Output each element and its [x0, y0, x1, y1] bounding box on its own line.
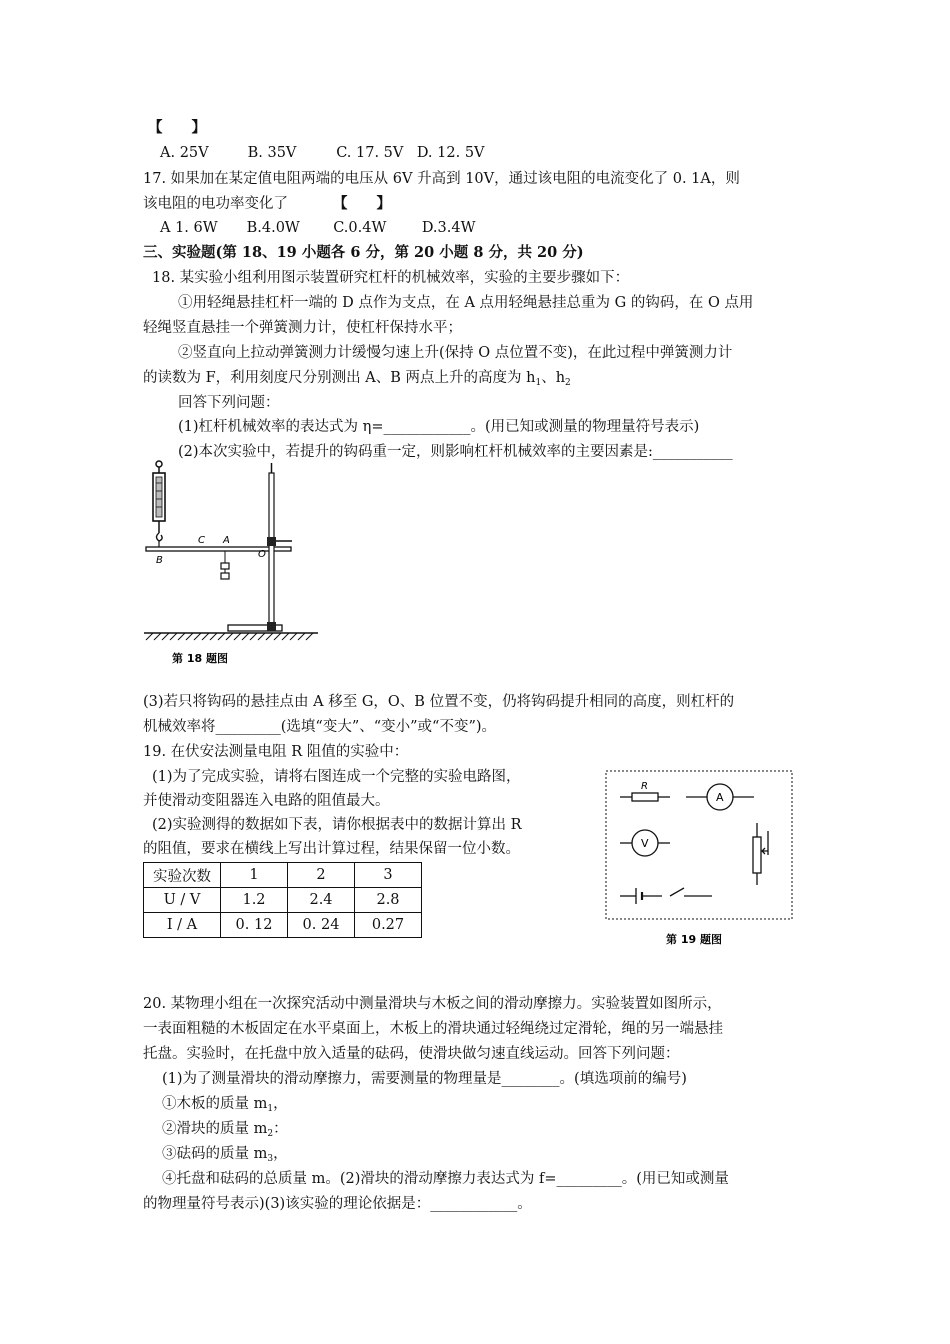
table-cell: 3	[355, 863, 422, 888]
q18-step1-line2: 轻绳竖直悬挂一个弹簧测力计，使杠杆保持水平；	[143, 320, 462, 336]
q18-step2-text: 的读数为 F，利用刻度尺分别测出 A、B 两点上升的高度为 h	[143, 370, 536, 386]
q18-step1-line1: ①用轻绳悬挂杠杆一端的 D 点作为支点，在 A 点用轻绳悬挂总重为 G 的钩码，在 O 点用	[178, 295, 754, 311]
q18-intro: 18. 某实验小组利用图示装置研究杠杆的机械效率，实验的主要步骤如下：	[152, 270, 630, 286]
label-o: O	[258, 549, 266, 560]
q18-question-3-line1: (3)若只将钩码的悬挂点由 A 移至 G，O、B 位置不变，仍将钩码提升相同的高度，则杠杆的	[143, 694, 735, 710]
q19-figure-caption: 第 19 题图	[666, 933, 722, 946]
q17-line1: 17. 如果加在某定值电阻两端的电压从 6V 升高到 10V，通过该电阻的电流变化了 0. 1A，则	[143, 171, 740, 187]
q20-option-2-sub: 2	[267, 1129, 274, 1139]
q20-option-2	[162, 1119, 288, 1144]
table-cell: 0.27	[355, 913, 422, 938]
q18-lever-figure	[140, 455, 320, 673]
q19-data-table	[143, 862, 422, 938]
q16-options	[160, 143, 485, 163]
q18-sub-1: 1	[535, 378, 542, 388]
q16-option-c: C. 17. 5V	[336, 145, 404, 161]
q20-question-1: (1)为了测量滑块的滑动摩擦力，需要测量的物理量是________。(填选项前的编号)	[162, 1071, 687, 1087]
q18-sep: 、h	[541, 370, 566, 386]
ammeter-icon	[686, 784, 754, 810]
label-a: A	[223, 535, 230, 546]
q18-question-3-line2: 机械效率将_________(选填“变大”、“变小”或“不变”)。	[143, 719, 497, 735]
label-r: R	[641, 781, 648, 792]
label-voltmeter: V	[641, 837, 649, 850]
q20-last-line2: 的物理量符号表示)(3)该实验的理论依据是：____________。	[143, 1196, 532, 1212]
table-cell: 2.8	[355, 888, 422, 913]
q19-part1-line1: (1)为了完成实验，请将右图连成一个完整的实验电路图，	[152, 769, 521, 785]
q17-line2-text: 该电阻的电功率变化了	[143, 196, 288, 212]
table-cell: U / V	[144, 888, 221, 913]
table-cell: 实验次数	[144, 863, 221, 888]
q20-option-3	[162, 1144, 288, 1169]
q16-answer-bracket: 【 】	[148, 119, 206, 136]
q20-option-1	[162, 1094, 288, 1119]
q20-option-1-sub: 1	[267, 1104, 274, 1114]
q20-option-1-text: ①木板的质量 m	[162, 1096, 268, 1112]
q20-option-3-punct: ，	[273, 1146, 288, 1162]
label-b: B	[156, 555, 163, 566]
q16-option-d: D. 12. 5V	[416, 145, 485, 161]
q19-part1-line2: 并使滑动变阻器连入电路的阻值最大。	[143, 793, 390, 809]
spring-scale-icon	[153, 461, 165, 547]
q20-line2: 一表面粗糙的木板固定在水平桌面上，木板上的滑块通过轻绳绕过定滑轮，绳的另一端悬挂	[143, 1021, 723, 1037]
q17-line2	[143, 194, 391, 214]
q16-option-b: B. 35V	[247, 145, 297, 161]
q17-option-c: C.0.4W	[333, 220, 387, 236]
section3-title: 三、实验题(第 18、19 小题各 6 分，第 20 小题 8 分，共 20 分)	[143, 244, 584, 261]
label-c: C	[198, 535, 205, 546]
q17-option-b: B.4.0W	[246, 220, 300, 236]
rheostat-icon	[753, 823, 768, 885]
q20-option-2-punct: ：	[273, 1121, 288, 1137]
q20-option-1-punct: ，	[273, 1096, 288, 1112]
q17-options	[160, 218, 476, 238]
q19-circuit-figure	[600, 765, 800, 950]
table-cell: 0. 24	[288, 913, 355, 938]
q20-line1: 20. 某物理小组在一次探究活动中测量滑块与木板之间的滑动摩擦力。实验装置如图所示，	[143, 996, 722, 1012]
q18-answer-prompt: 回答下列问题：	[178, 395, 280, 411]
voltmeter-icon	[620, 830, 670, 856]
q18-step2-line2	[143, 368, 571, 393]
table-cell: I / A	[144, 913, 221, 938]
table-cell: 0. 12	[221, 913, 288, 938]
q20-option-2-text: ②滑块的质量 m	[162, 1121, 268, 1137]
hook-weights-icon	[221, 551, 229, 579]
q18-sub-2: 2	[565, 378, 571, 388]
ground-hatch	[144, 633, 318, 640]
label-ammeter: A	[716, 791, 724, 804]
q20-option-3-sub: 3	[267, 1154, 274, 1164]
q18-question-1: (1)杠杆机械效率的表达式为 η=____________。(用已知或测量的物理量符号表示)	[178, 419, 700, 435]
table-cell: 2	[288, 863, 355, 888]
q17-option-d: D.3.4W	[421, 220, 476, 236]
table-header-row	[144, 863, 422, 888]
q20-option-3-text: ③砝码的质量 m	[162, 1146, 268, 1162]
table-row	[144, 888, 422, 913]
q18-question-2: (2)本次实验中，若提升的钩码重一定，则影响杠杆机械效率的主要因素是:___________	[178, 444, 733, 460]
q20-line3: 托盘。实验时，在托盘中放入适量的砝码，使滑块做匀速直线运动。回答下列问题：	[143, 1046, 680, 1062]
q17-answer-bracket: 【 】	[333, 195, 391, 212]
q19-intro: 19. 在伏安法测量电阻 R 阻值的实验中：	[143, 744, 409, 760]
resistor-icon	[620, 781, 670, 801]
table-cell: 1	[221, 863, 288, 888]
table-cell: 1.2	[221, 888, 288, 913]
q17-option-a: A 1. 6W	[160, 220, 218, 236]
table-row	[144, 913, 422, 938]
battery-switch-icon	[620, 888, 712, 904]
q18-figure-caption: 第 18 题图	[172, 652, 228, 665]
q20-last-line1: ④托盘和砝码的总质量 m。(2)滑块的滑动摩擦力表达式为 f=_________。(用已知或测量	[162, 1171, 729, 1187]
q19-part2-line1: (2)实验测得的数据如下表，请你根据表中的数据计算出 R	[152, 817, 522, 833]
q19-part2-line2: 的阻值，要求在横线上写出计算过程，结果保留一位小数。	[143, 841, 520, 857]
q16-option-a: A. 25V	[160, 145, 209, 161]
table-cell: 2.4	[288, 888, 355, 913]
q18-step2-line1: ②竖直向上拉动弹簧测力计缓慢匀速上升(保持 O 点位置不变)，在此过程中弹簧测力计	[178, 345, 733, 361]
